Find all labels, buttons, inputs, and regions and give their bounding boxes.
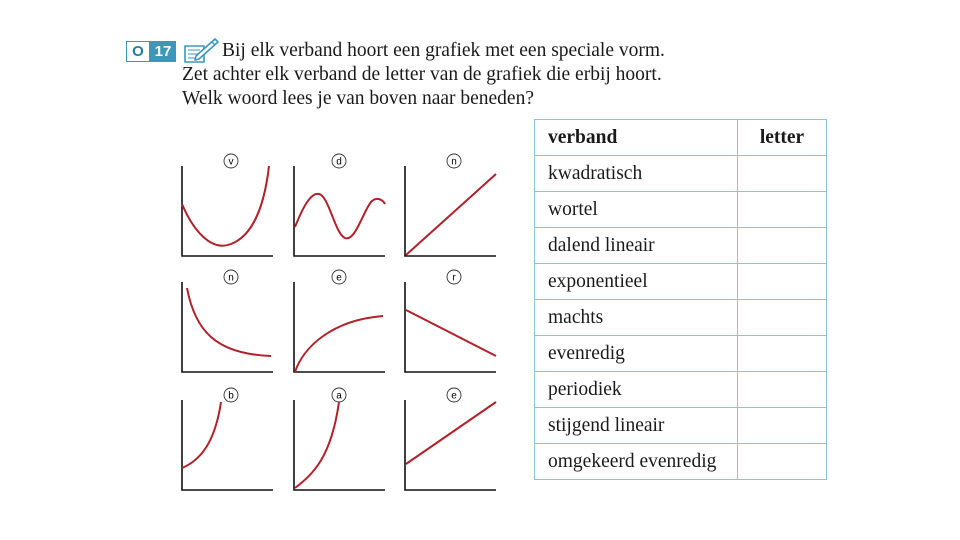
letter-cell[interactable]: [738, 192, 827, 228]
table-row: [535, 336, 827, 372]
header-letter: letter: [738, 120, 827, 156]
row-label: wortel: [535, 192, 738, 228]
row-label: dalend lineair: [535, 228, 738, 264]
curve-periodic: [295, 194, 385, 239]
letter-cell[interactable]: [738, 228, 827, 264]
svg-text:d: d: [336, 156, 342, 168]
svg-text:e: e: [336, 272, 342, 284]
table-header-row: [535, 120, 827, 156]
exercise-prefix: O: [126, 41, 150, 62]
letter-cell[interactable]: [738, 372, 827, 408]
svg-text:b: b: [228, 390, 234, 402]
instruction-line-3: Welk woord lees je van boven naar beneden?: [182, 88, 534, 109]
graph-letter: v: [228, 156, 234, 168]
table-row: [535, 228, 827, 264]
row-label: periodiek: [535, 372, 738, 408]
curve-square-root: [295, 316, 383, 372]
letter-cell[interactable]: [738, 408, 827, 444]
exercise-number: 17: [150, 41, 176, 62]
curve-exponential: [182, 402, 221, 468]
instruction-line-1: Bij elk verband hoort een grafiek met een speciale vorm.: [222, 40, 665, 61]
table-row: [535, 372, 827, 408]
curve-inverse-proportional: [187, 288, 271, 356]
graph-periodic: [293, 152, 385, 258]
letter-cell[interactable]: [738, 444, 827, 480]
row-label: machts: [535, 300, 738, 336]
table-row: [535, 444, 827, 480]
curve-decreasing-linear: [406, 310, 496, 356]
row-label: kwadratisch: [535, 156, 738, 192]
row-label: exponentieel: [535, 264, 738, 300]
svg-text:n: n: [228, 272, 234, 284]
svg-text:e: e: [451, 390, 457, 402]
curve-proportional: [406, 174, 496, 255]
relation-table: [534, 119, 827, 480]
table-row: [535, 264, 827, 300]
letter-cell[interactable]: [738, 300, 827, 336]
table-row: [535, 300, 827, 336]
graph-increasing-linear: [404, 386, 496, 492]
table-row: [535, 192, 827, 228]
row-label: omgekeerd evenredig: [535, 444, 738, 480]
graph-proportional: [404, 152, 496, 258]
letter-cell[interactable]: [738, 264, 827, 300]
letter-cell[interactable]: [738, 156, 827, 192]
graph-exponential: [181, 386, 273, 492]
instruction-line-2: Zet achter elk verband de letter van de grafiek die erbij hoort.: [182, 64, 662, 85]
svg-text:r: r: [452, 272, 456, 284]
graph-inverse-proportional: [181, 268, 273, 374]
header-verband: verband: [535, 120, 738, 156]
curve-power: [295, 402, 339, 488]
graph-power: [293, 386, 385, 492]
table-row: [535, 156, 827, 192]
row-label: evenredig: [535, 336, 738, 372]
graph-decreasing-linear: [404, 268, 496, 374]
svg-text:a: a: [336, 390, 342, 402]
exercise-badge: [126, 41, 176, 62]
letter-cell[interactable]: [738, 336, 827, 372]
curve-increasing-linear: [406, 402, 496, 464]
curve-parabola: [182, 166, 269, 246]
pencil-notepad-icon: [182, 36, 220, 64]
table-row: [535, 408, 827, 444]
svg-text:n: n: [451, 156, 457, 168]
row-label: stijgend lineair: [535, 408, 738, 444]
graph-parabola: [181, 152, 273, 258]
graph-square-root: [293, 268, 385, 374]
